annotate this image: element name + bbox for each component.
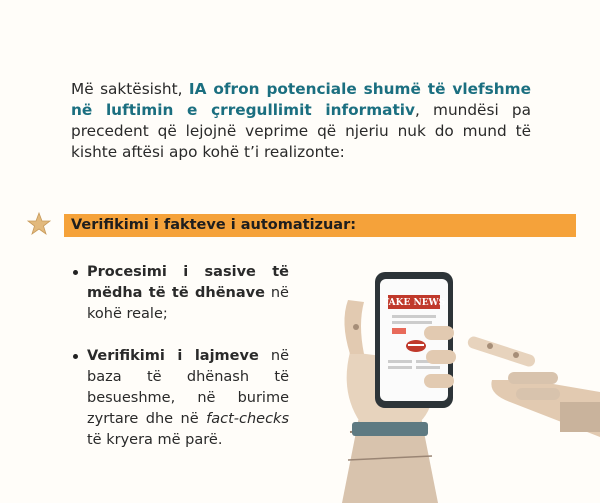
intro-paragraph: [71, 79, 531, 163]
bullet-italic: fact-checks: [206, 411, 289, 427]
intro-suffix: , mundësi pa precedent që lejojnë veprime që njeriu nuk do mund të kishte aftësi apo kohë t’i realizonte:: [71, 101, 531, 162]
bullet-bold: Verifikimi i lajmeve: [87, 348, 259, 364]
star-icon: [27, 212, 51, 236]
bullet-bold: Procesimi i sasive të mëdha të të dhënave: [87, 264, 289, 301]
intro-highlight: IA ofron potenciale shumë të vlefshme në luftimin e çrregullimit informativ: [71, 80, 531, 120]
section-banner: Verifikimi i fakteve i automatizuar:: [64, 214, 576, 237]
bullet-item: [71, 262, 289, 325]
bullet-text: në baza të dhënash të besueshme, në burime zyrtare dhe në: [87, 348, 289, 427]
bullet-text: në kohë reale;: [87, 285, 289, 322]
bullet-list: [71, 262, 289, 472]
intro-prefix: Më saktësisht,: [71, 80, 189, 99]
fake-news-headline: FAKE NEWS: [382, 298, 446, 308]
bullet-item: [71, 346, 289, 451]
bullet-tail: të kryera më parë.: [87, 432, 223, 448]
robot-hands-phone-illustration: [320, 262, 600, 503]
